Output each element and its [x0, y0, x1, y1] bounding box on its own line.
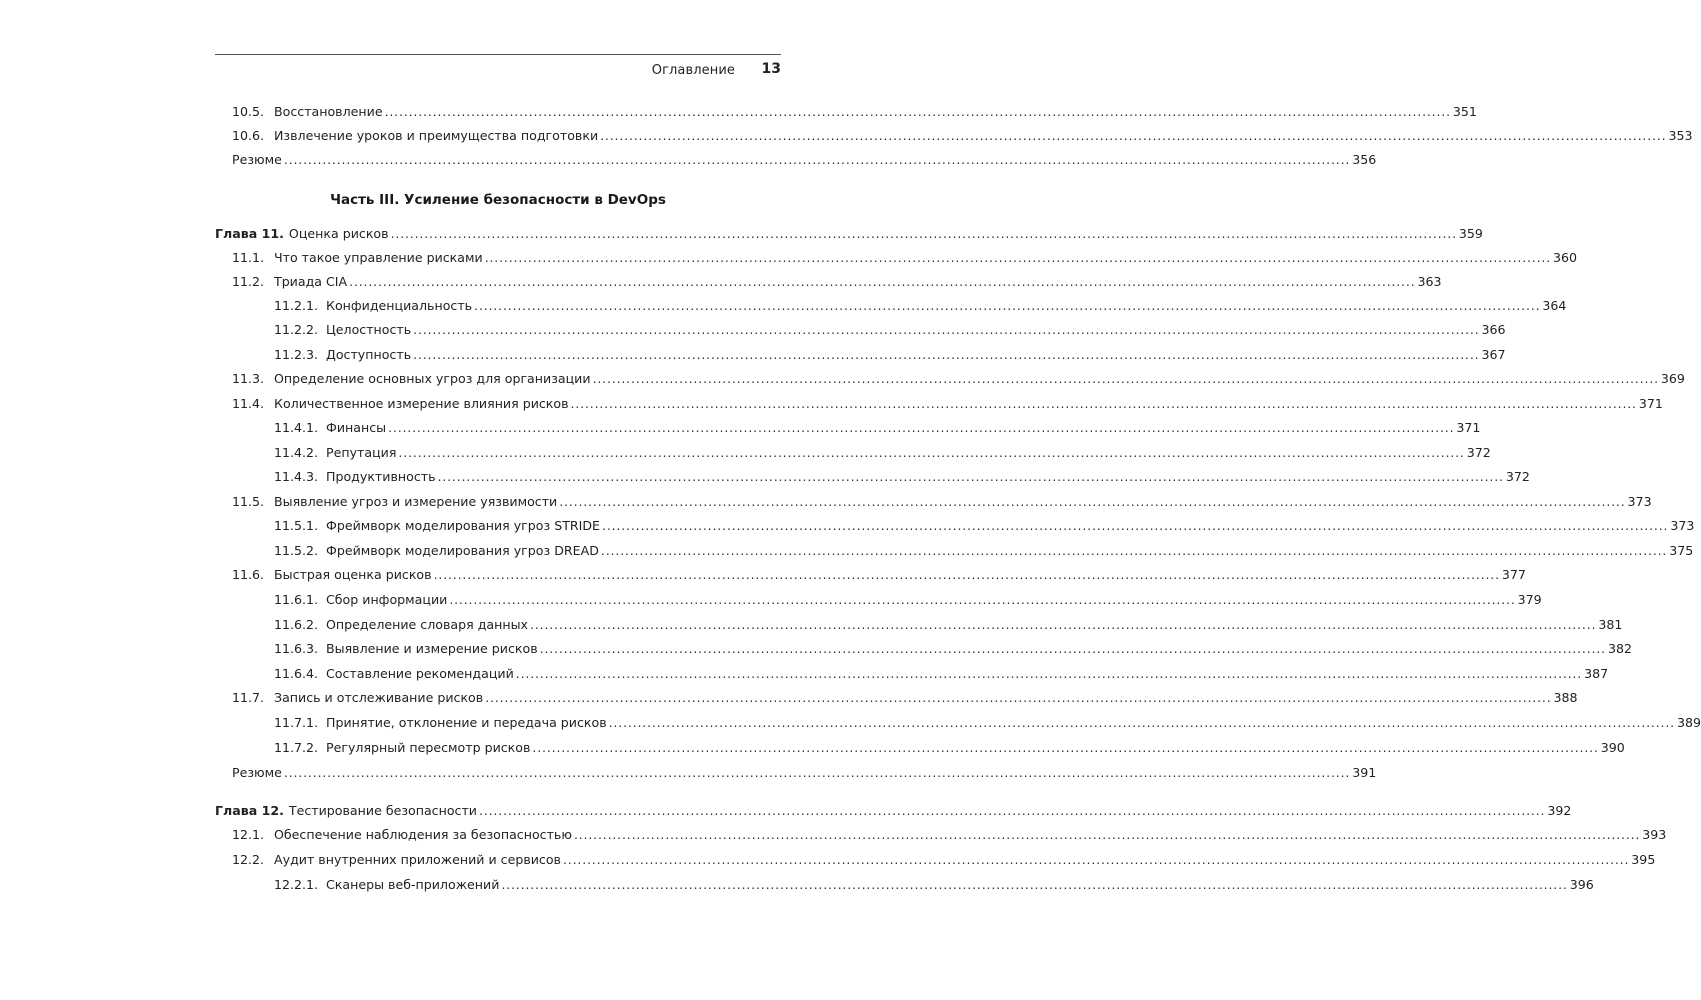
dot-leader: .............................................................................................................................................................................................................................. — [433, 567, 1500, 582]
entry-number: 11.1. — [232, 250, 265, 265]
entry-title: Количественное измерение влияния рисков — [274, 396, 569, 411]
toc-entry — [232, 494, 1652, 514]
entry-title: Регулярный пересмотр рисков — [326, 740, 531, 755]
entry-page: 388 — [1553, 690, 1578, 705]
entry-page: 395 — [1631, 852, 1656, 867]
entry-number: 11.2.2. — [274, 322, 319, 337]
entry-title: Составление рекомендаций — [326, 666, 514, 681]
dot-leader: .............................................................................................................................................................................................................................. — [398, 445, 1465, 460]
toc-entry — [232, 250, 1578, 270]
dot-leader: .............................................................................................................................................................................................................................. — [485, 690, 1552, 705]
entry-title: Определение словаря данных — [326, 617, 528, 632]
entry-page: 371 — [1456, 420, 1481, 435]
entry-page: 391 — [1352, 765, 1377, 780]
entry-page: 382 — [1607, 641, 1632, 656]
dot-leader: .............................................................................................................................................................................................................................. — [501, 877, 1568, 892]
entry-number: 11.7.1. — [274, 715, 319, 730]
entry-page: 396 — [1569, 877, 1594, 892]
dot-leader: .............................................................................................................................................................................................................................. — [283, 765, 1351, 780]
entry-number: 11.5.2. — [274, 543, 319, 558]
toc-subentry — [274, 641, 1632, 661]
dot-leader: .............................................................................................................................................................................................................................. — [283, 152, 1351, 167]
toc-subentry — [274, 518, 1695, 538]
toc-subentry — [274, 617, 1623, 637]
page-header — [215, 54, 781, 83]
entry-title: Сканеры веб-приложений — [326, 877, 500, 892]
toc-entry — [232, 104, 1477, 124]
entry-title: Репутация — [326, 445, 397, 460]
entry-page: 363 — [1417, 274, 1442, 289]
toc-subentry — [274, 666, 1609, 686]
entry-page: 360 — [1553, 250, 1578, 265]
entry-page: 373 — [1627, 494, 1652, 509]
entry-title: Продуктивность — [326, 469, 436, 484]
entry-page: 356 — [1352, 152, 1377, 167]
entry-page: 373 — [1670, 518, 1695, 533]
toc-subentry — [274, 347, 1506, 367]
dot-leader: .............................................................................................................................................................................................................................. — [413, 347, 1480, 362]
entry-title: Резюме — [232, 765, 282, 780]
entry-title: Фреймворк моделирования угроз DREAD — [326, 543, 599, 558]
entry-title: Конфиденциальность — [326, 298, 473, 313]
entry-number: 12.1. — [232, 827, 265, 842]
toc-subentry — [274, 592, 1542, 612]
entry-title: Принятие, отклонение и передача рисков — [326, 715, 607, 730]
entry-title: Оценка рисков — [288, 226, 389, 241]
dot-leader: .............................................................................................................................................................................................................................. — [573, 827, 1641, 842]
entry-number: 11.4. — [232, 396, 265, 411]
entry-page: 379 — [1517, 592, 1542, 607]
entry-page: 367 — [1481, 347, 1506, 362]
toc-entry — [232, 274, 1442, 294]
entry-number: 11.2.1. — [274, 298, 319, 313]
dot-leader: .............................................................................................................................................................................................................................. — [562, 852, 1630, 867]
dot-leader: .............................................................................................................................................................................................................................. — [539, 641, 1606, 656]
chapter-label: Глава 12. — [215, 803, 284, 818]
entry-title: Триада CIA — [274, 274, 348, 289]
chapter-label: Глава 11. — [215, 226, 284, 241]
entry-title: Фреймворк моделирования угроз STRIDE — [326, 518, 601, 533]
entry-number: 11.4.1. — [274, 420, 319, 435]
entry-page: 393 — [1642, 827, 1667, 842]
toc-subentry — [274, 445, 1491, 465]
toc-subentry — [274, 420, 1481, 440]
entry-number: 11.6.1. — [274, 592, 319, 607]
entry-title: Выявление и измерение рисков — [326, 641, 538, 656]
dot-leader: .............................................................................................................................................................................................................................. — [570, 396, 1637, 411]
entry-number: 11.6. — [232, 567, 265, 582]
toc-entry — [232, 765, 1377, 785]
entry-page: 353 — [1668, 128, 1693, 143]
dot-leader: .............................................................................................................................................................................................................................. — [592, 371, 1659, 386]
dot-leader: .............................................................................................................................................................................................................................. — [600, 543, 1668, 558]
entry-title: Резюме — [232, 152, 282, 167]
entry-number: 12.2.1. — [274, 877, 319, 892]
dot-leader: .............................................................................................................................................................................................................................. — [449, 592, 1516, 607]
dot-leader: .............................................................................................................................................................................................................................. — [384, 104, 1451, 119]
entry-number: 11.6.2. — [274, 617, 319, 632]
toc-chapter-entry — [215, 226, 1483, 246]
entry-title: Тестирование безопасности — [288, 803, 477, 818]
entry-page: 390 — [1600, 740, 1625, 755]
entry-page: 392 — [1547, 803, 1572, 818]
page-number: 13 — [761, 61, 781, 77]
entry-number: 11.4.3. — [274, 469, 319, 484]
dot-leader: .............................................................................................................................................................................................................................. — [413, 322, 1480, 337]
toc-subentry — [274, 715, 1701, 735]
entry-number: 11.2. — [232, 274, 265, 289]
part-heading: Часть III. Усиление безопасности в DevOps — [330, 192, 666, 208]
entry-number: 11.5. — [232, 494, 265, 509]
entry-title: Аудит внутренних приложений и сервисов — [274, 852, 561, 867]
entry-title: Быстрая оценка рисков — [274, 567, 432, 582]
entry-number: 11.7. — [232, 690, 265, 705]
dot-leader: .............................................................................................................................................................................................................................. — [532, 740, 1599, 755]
dot-leader: .............................................................................................................................................................................................................................. — [349, 274, 1416, 289]
entry-number: 11.4.2. — [274, 445, 319, 460]
entry-page: 366 — [1481, 322, 1506, 337]
entry-page: 381 — [1598, 617, 1623, 632]
dot-leader: .............................................................................................................................................................................................................................. — [602, 518, 1669, 533]
entry-title: Сбор информации — [326, 592, 448, 607]
toc-entry — [232, 371, 1685, 391]
toc-subentry — [274, 740, 1625, 760]
toc-subentry — [274, 877, 1594, 897]
entry-page: 372 — [1505, 469, 1530, 484]
entry-page: 371 — [1638, 396, 1663, 411]
dot-leader: .............................................................................................................................................................................................................................. — [515, 666, 1583, 681]
entry-number: 11.2.3. — [274, 347, 319, 362]
entry-title: Восстановление — [274, 104, 383, 119]
toc-chapter-entry — [215, 803, 1572, 823]
entry-title: Извлечение уроков и преимущества подготовки — [274, 128, 599, 143]
entry-number: 11.6.4. — [274, 666, 319, 681]
entry-title: Выявление угроз и измерение уязвимости — [274, 494, 558, 509]
entry-number: 11.3. — [232, 371, 265, 386]
toc-entry — [232, 396, 1663, 416]
entry-number: 11.7.2. — [274, 740, 319, 755]
entry-page: 387 — [1584, 666, 1609, 681]
entry-title: Запись и отслеживание рисков — [274, 690, 484, 705]
toc-entry — [232, 690, 1578, 710]
entry-number: 10.5. — [232, 104, 265, 119]
toc-subentry — [274, 469, 1530, 489]
entry-number: 12.2. — [232, 852, 265, 867]
entry-title: Целостность — [326, 322, 412, 337]
dot-leader: .............................................................................................................................................................................................................................. — [474, 298, 1541, 313]
entry-page: 389 — [1676, 715, 1701, 730]
entry-page: 375 — [1669, 543, 1694, 558]
toc-entry — [232, 152, 1377, 172]
dot-leader: .............................................................................................................................................................................................................................. — [530, 617, 1597, 632]
entry-page: 369 — [1660, 371, 1685, 386]
running-title: Оглавление — [651, 63, 735, 78]
entry-number: 11.5.1. — [274, 518, 319, 533]
toc-subentry — [274, 543, 1694, 563]
dot-leader: .............................................................................................................................................................................................................................. — [388, 420, 1455, 435]
entry-page: 351 — [1452, 104, 1477, 119]
entry-number: 11.6.3. — [274, 641, 319, 656]
toc-entry — [232, 567, 1526, 587]
toc-subentry — [274, 322, 1506, 342]
entry-title: Определение основных угроз для организации — [274, 371, 591, 386]
dot-leader: .............................................................................................................................................................................................................................. — [390, 226, 1457, 241]
toc-entry — [232, 852, 1656, 872]
entry-title: Что такое управление рисками — [274, 250, 483, 265]
toc-subentry — [274, 298, 1567, 318]
entry-title: Обеспечение наблюдения за безопасностью — [274, 827, 572, 842]
dot-leader: .............................................................................................................................................................................................................................. — [608, 715, 1675, 730]
dot-leader: .............................................................................................................................................................................................................................. — [484, 250, 1552, 265]
toc-entry — [232, 827, 1667, 847]
entry-page: 377 — [1501, 567, 1526, 582]
entry-number: 10.6. — [232, 128, 265, 143]
dot-leader: .............................................................................................................................................................................................................................. — [600, 128, 1667, 143]
dot-leader: .............................................................................................................................................................................................................................. — [479, 803, 1546, 818]
entry-page: 372 — [1466, 445, 1491, 460]
dot-leader: .............................................................................................................................................................................................................................. — [437, 469, 1504, 484]
dot-leader: .............................................................................................................................................................................................................................. — [559, 494, 1626, 509]
entry-page: 364 — [1542, 298, 1567, 313]
toc-entry — [232, 128, 1693, 148]
entry-page: 359 — [1458, 226, 1483, 241]
entry-title: Финансы — [326, 420, 387, 435]
entry-title: Доступность — [326, 347, 412, 362]
